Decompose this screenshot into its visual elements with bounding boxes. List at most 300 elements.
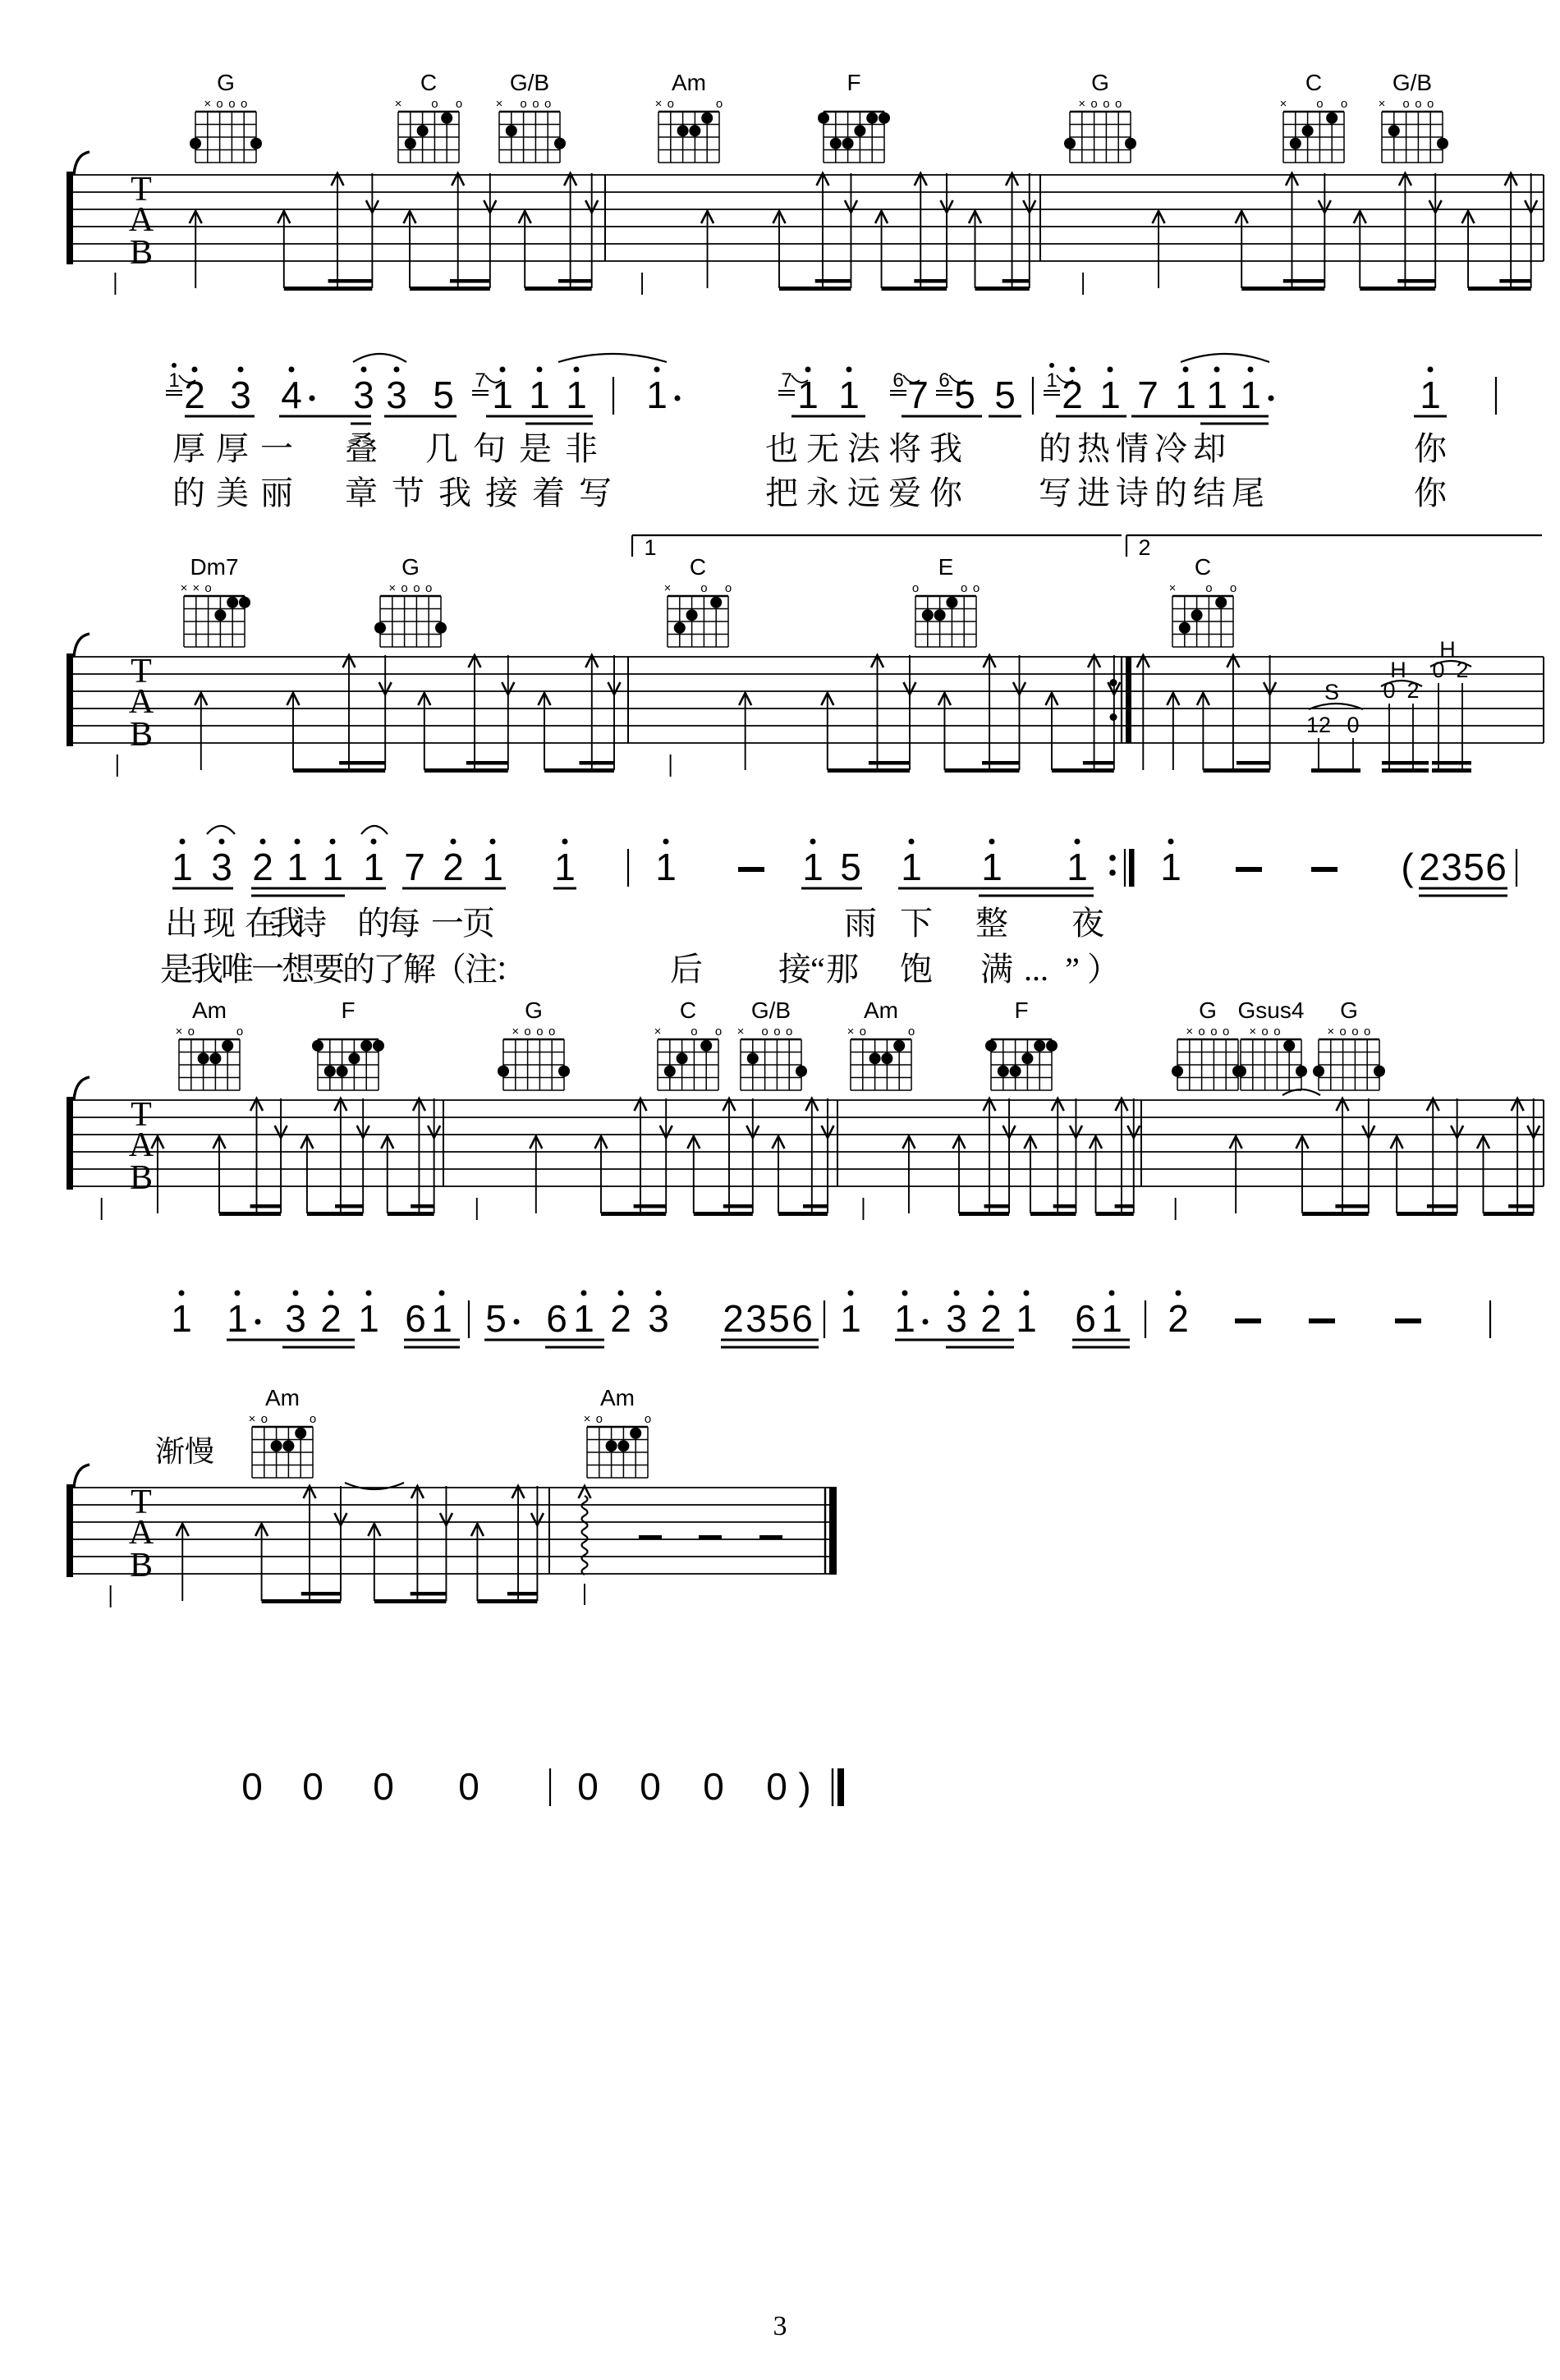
jianpu-note: 3 bbox=[211, 846, 232, 888]
beam bbox=[374, 1599, 447, 1603]
lyric-char: 丽 bbox=[260, 475, 293, 511]
tab-letter-T: T bbox=[131, 653, 152, 690]
string-marker-x-icon: × bbox=[495, 97, 503, 111]
beam-double bbox=[466, 761, 508, 765]
tab-letter-A: A bbox=[128, 201, 154, 239]
tab-letter-T: T bbox=[131, 1096, 152, 1134]
lyric-char: 情 bbox=[1116, 430, 1149, 467]
beam bbox=[1468, 287, 1531, 291]
string-marker-o-icon: o bbox=[309, 1412, 317, 1426]
octave-dot bbox=[500, 367, 506, 373]
finger-dot bbox=[1010, 1066, 1021, 1077]
finger-dot bbox=[250, 138, 262, 149]
jianpu-note: 7 bbox=[404, 846, 425, 888]
octave-dot bbox=[537, 367, 543, 373]
jianpu-note: 3 bbox=[1441, 846, 1462, 888]
lyric-char: “ bbox=[810, 951, 825, 988]
jianpu-note: 1 bbox=[1160, 846, 1181, 888]
jianpu-note: 1 bbox=[797, 374, 819, 416]
finger-dot bbox=[686, 609, 698, 621]
beam bbox=[262, 1599, 341, 1603]
finger-dot bbox=[677, 125, 689, 136]
jianpu-note: 6 bbox=[546, 1297, 567, 1340]
string-marker-x-icon: × bbox=[663, 581, 672, 595]
augmentation-dot bbox=[923, 1319, 929, 1325]
beam bbox=[410, 287, 490, 291]
jianpu-slur bbox=[207, 826, 235, 834]
beam-double bbox=[558, 279, 592, 283]
lyric-char: 爱 bbox=[888, 475, 921, 511]
lyric-char: 却 bbox=[1193, 430, 1226, 467]
tab-letter-B: B bbox=[129, 234, 154, 272]
jianpu-note: 1 bbox=[482, 846, 503, 888]
beam bbox=[694, 1212, 753, 1216]
jianpu-note: 0 bbox=[302, 1765, 323, 1808]
finger-dot bbox=[710, 597, 722, 608]
string-marker-o-icon: o bbox=[1427, 97, 1434, 111]
octave-dot bbox=[581, 1291, 587, 1296]
string-marker-o-icon: o bbox=[548, 1025, 556, 1039]
system-start-bar bbox=[67, 1097, 73, 1190]
finger-dot bbox=[664, 1066, 676, 1077]
jianpu-thick-bar bbox=[837, 1768, 844, 1806]
jianpu-note: 1 bbox=[802, 846, 824, 888]
octave-dot bbox=[954, 1291, 960, 1296]
finger-dot bbox=[869, 1052, 881, 1064]
octave-dot bbox=[847, 367, 852, 373]
lyric-char: 一 bbox=[260, 430, 293, 467]
beam-double bbox=[328, 279, 373, 283]
beam-double bbox=[1499, 279, 1530, 283]
lyric-char: 写 bbox=[579, 475, 612, 511]
chord-label: C bbox=[1194, 554, 1212, 580]
string-marker-o-icon: o bbox=[1205, 581, 1213, 595]
string-marker-o-icon: o bbox=[1351, 1025, 1359, 1039]
tab-fret-number: 0 bbox=[1383, 678, 1396, 703]
lyric-char: 满 bbox=[980, 951, 1013, 988]
chord-label: F bbox=[341, 997, 356, 1023]
finger-dot bbox=[700, 1040, 712, 1052]
finger-dot bbox=[1034, 1040, 1045, 1052]
beam-double bbox=[1382, 761, 1429, 765]
finger-dot bbox=[630, 1428, 641, 1439]
beam bbox=[424, 768, 508, 773]
jianpu-note: 6 bbox=[1075, 1297, 1096, 1340]
string-marker-o-icon: o bbox=[1340, 97, 1348, 111]
jianpu-note: 6 bbox=[405, 1297, 426, 1340]
octave-dot bbox=[1075, 839, 1081, 845]
beam-double bbox=[869, 761, 910, 765]
jianpu-note: 1 bbox=[431, 1297, 452, 1340]
string-marker-o-icon: o bbox=[431, 97, 438, 111]
finger-dot bbox=[227, 597, 238, 608]
lyric-char: 几 bbox=[425, 430, 458, 467]
lyric-char: 的 bbox=[172, 475, 205, 511]
lyric-char: 唯 bbox=[221, 951, 254, 988]
string-marker-o-icon: o bbox=[413, 581, 420, 595]
beam-double bbox=[815, 279, 851, 283]
tab-letter-A: A bbox=[128, 1126, 154, 1164]
beam bbox=[219, 1212, 281, 1216]
finger-dot bbox=[222, 1040, 233, 1052]
finger-dot bbox=[893, 1040, 905, 1052]
jianpu-note: 2 bbox=[320, 1297, 342, 1340]
technique-label-S: S bbox=[1324, 680, 1340, 704]
chord-label: G bbox=[1091, 70, 1109, 95]
beam-double bbox=[339, 761, 385, 765]
lyric-char: 你 bbox=[929, 475, 962, 511]
jianpu-note: 5 bbox=[1463, 846, 1484, 888]
string-marker-o-icon: o bbox=[544, 97, 552, 111]
octave-dot bbox=[238, 367, 244, 373]
octave-dot bbox=[330, 839, 336, 845]
jianpu-note: 1 bbox=[171, 1297, 192, 1340]
beam bbox=[284, 287, 373, 291]
octave-dot bbox=[235, 1291, 241, 1296]
finger-dot bbox=[1283, 1040, 1295, 1052]
finger-dot bbox=[1235, 1066, 1246, 1077]
finger-dot bbox=[701, 112, 713, 124]
system-start-bar bbox=[67, 653, 73, 746]
jianpu-note: 6 bbox=[791, 1297, 813, 1340]
beam-double bbox=[1083, 761, 1114, 765]
finger-dot bbox=[1191, 609, 1203, 621]
beam-double bbox=[411, 1592, 447, 1596]
string-marker-o-icon: o bbox=[1273, 1025, 1281, 1039]
jianpu-note: 2 bbox=[443, 846, 464, 888]
string-marker-o-icon: o bbox=[241, 97, 248, 111]
beam bbox=[959, 1212, 1009, 1216]
lyric-char: 写 bbox=[1039, 475, 1071, 511]
jianpu-note: 1 bbox=[172, 846, 193, 888]
lyric-char: 页 bbox=[462, 905, 495, 942]
octave-dot bbox=[371, 839, 377, 845]
finger-dot bbox=[881, 1052, 892, 1064]
octave-dot bbox=[909, 839, 915, 845]
finger-dot bbox=[1046, 1040, 1058, 1052]
string-marker-o-icon: o bbox=[1115, 97, 1122, 111]
finger-dot bbox=[946, 597, 957, 608]
lyric-char: 我 bbox=[438, 475, 471, 511]
lyric-char: 句 bbox=[473, 430, 506, 467]
beam-double bbox=[1432, 761, 1471, 765]
jianpu-note: 5 bbox=[433, 374, 454, 416]
string-marker-o-icon: o bbox=[1339, 1025, 1347, 1039]
string-marker-o-icon: o bbox=[1364, 1025, 1371, 1039]
octave-dot bbox=[260, 839, 266, 845]
tab-letter-B: B bbox=[129, 1547, 154, 1584]
finger-dot bbox=[239, 597, 250, 608]
tab-fret-number: 2 bbox=[1406, 678, 1420, 703]
beam bbox=[477, 1599, 537, 1603]
jianpu-note: 5 bbox=[954, 374, 975, 416]
lyric-char: 进 bbox=[1077, 475, 1110, 511]
octave-dot bbox=[1024, 1291, 1030, 1296]
finger-dot bbox=[1302, 125, 1314, 136]
chord-label: G bbox=[1340, 997, 1358, 1023]
chord-label: F bbox=[1014, 997, 1029, 1023]
octave-dot bbox=[562, 839, 568, 845]
jianpu-note: 0 bbox=[241, 1765, 263, 1808]
lyric-char: 的 bbox=[1154, 475, 1187, 511]
octave-dot bbox=[1176, 1291, 1181, 1296]
technique-label-H: H bbox=[1390, 658, 1406, 682]
beam bbox=[975, 287, 1030, 291]
string-marker-o-icon: o bbox=[187, 1025, 195, 1039]
octave-dot bbox=[439, 1291, 445, 1296]
string-marker-o-icon: o bbox=[260, 1412, 268, 1426]
jianpu-note: 2 bbox=[184, 374, 205, 416]
jianpu-note: 1 bbox=[1067, 846, 1088, 888]
jianpu-note: 2 bbox=[980, 1297, 1002, 1340]
lyric-char: 接 bbox=[485, 475, 518, 511]
lyric-char: 节 bbox=[392, 475, 424, 511]
octave-dot bbox=[1108, 367, 1113, 373]
jianpu-note: 1 bbox=[1101, 1297, 1122, 1340]
jianpu-note: 1 bbox=[322, 846, 343, 888]
lyric-char: 想 bbox=[282, 951, 314, 988]
finger-dot bbox=[879, 112, 890, 124]
lyric-char: 出 bbox=[165, 905, 198, 942]
lyric-char: 把 bbox=[765, 475, 798, 511]
system-hook bbox=[74, 152, 89, 175]
string-marker-o-icon: o bbox=[761, 1025, 769, 1039]
augmentation-dot bbox=[310, 396, 315, 401]
octave-dot bbox=[192, 367, 198, 373]
jianpu-slur bbox=[558, 354, 667, 362]
finger-dot bbox=[1172, 1066, 1183, 1077]
string-marker-o-icon: o bbox=[532, 97, 539, 111]
beam bbox=[882, 287, 947, 291]
lyric-char: 诗 bbox=[294, 905, 327, 942]
finger-dot bbox=[348, 1052, 360, 1064]
jianpu-note: 1 bbox=[492, 374, 513, 416]
finger-dot bbox=[842, 138, 854, 149]
octave-dot bbox=[490, 839, 496, 845]
finger-dot bbox=[830, 138, 842, 149]
finger-dot bbox=[866, 112, 878, 124]
lyric-char: 的 bbox=[357, 905, 390, 942]
finger-dot bbox=[324, 1066, 336, 1077]
lyric-char: 每 bbox=[388, 905, 420, 942]
lyric-char: 了 bbox=[373, 951, 406, 988]
chord-label: F bbox=[847, 70, 861, 95]
jianpu-note: 1 bbox=[554, 846, 576, 888]
grace-note: 7 bbox=[475, 369, 486, 392]
string-marker-o-icon: o bbox=[1261, 1025, 1269, 1039]
jianpu-note: 1 bbox=[529, 374, 550, 416]
string-marker-o-icon: o bbox=[644, 1412, 652, 1426]
lyric-char: ） bbox=[1087, 951, 1120, 988]
finger-dot bbox=[747, 1052, 759, 1064]
chord-label: Dm7 bbox=[190, 554, 239, 580]
tab-fret-number: 2 bbox=[1456, 658, 1469, 682]
lyric-char: 雨 bbox=[844, 905, 877, 942]
jianpu-note: 2 bbox=[723, 1297, 744, 1340]
lyric-char: 法 bbox=[847, 430, 880, 467]
technique-label-H: H bbox=[1439, 637, 1456, 662]
octave-dot bbox=[289, 367, 295, 373]
tab-letter-A: A bbox=[128, 683, 154, 721]
finger-dot bbox=[1388, 125, 1400, 136]
finger-dot bbox=[796, 1066, 807, 1077]
jianpu-paren: ) bbox=[798, 1765, 811, 1808]
lyric-char: 非 bbox=[565, 430, 598, 467]
lyric-char: 注 bbox=[465, 951, 498, 988]
volta-number: 1 bbox=[644, 535, 657, 560]
jianpu-note: 1 bbox=[1206, 374, 1227, 416]
chord-label: Am bbox=[672, 70, 706, 95]
chord-label: C bbox=[420, 70, 438, 95]
octave-dot bbox=[1168, 839, 1174, 845]
string-marker-x-icon: × bbox=[1279, 97, 1287, 111]
lyric-char: 夜 bbox=[1071, 905, 1104, 942]
beam bbox=[828, 768, 910, 773]
string-marker-x-icon: × bbox=[180, 581, 188, 595]
string-marker-o-icon: o bbox=[1198, 1025, 1205, 1039]
jianpu-note: 1 bbox=[227, 1297, 248, 1340]
finger-dot bbox=[374, 622, 386, 634]
finger-dot bbox=[209, 1052, 221, 1064]
jianpu-note: 1 bbox=[894, 1297, 915, 1340]
finger-dot bbox=[1437, 138, 1448, 149]
octave-dot bbox=[989, 1291, 994, 1296]
finger-dot bbox=[985, 1040, 997, 1052]
string-marker-x-icon: × bbox=[512, 1025, 520, 1039]
beam-double bbox=[1397, 279, 1435, 283]
jianpu-note: 5 bbox=[840, 846, 861, 888]
octave-dot bbox=[179, 1291, 185, 1296]
jianpu-note: 1 bbox=[287, 846, 308, 888]
tab-fret-number: 0 bbox=[1347, 713, 1360, 737]
beam bbox=[1397, 1212, 1457, 1216]
beam-double bbox=[1427, 1204, 1457, 1208]
jianpu-note: 1 bbox=[840, 1297, 861, 1340]
jianpu-note: 2 bbox=[1062, 374, 1083, 416]
jianpu-note: 3 bbox=[946, 1297, 967, 1340]
beam bbox=[1096, 1212, 1134, 1216]
octave-dot bbox=[656, 1291, 662, 1296]
tempo-mark: 渐慢 bbox=[154, 1435, 215, 1468]
lyric-char: 尾 bbox=[1232, 475, 1264, 511]
finger-dot bbox=[417, 125, 429, 136]
beam-double bbox=[1237, 761, 1270, 765]
lyric-char: 我 bbox=[190, 951, 223, 988]
string-marker-x-icon: × bbox=[394, 97, 402, 111]
lyric-char: 叠 bbox=[345, 430, 378, 467]
rest-dash bbox=[759, 1535, 782, 1540]
string-marker-o-icon: o bbox=[691, 1025, 698, 1039]
string-marker-o-icon: o bbox=[524, 1025, 531, 1039]
jianpu-note: 1 bbox=[363, 846, 384, 888]
finger-dot bbox=[922, 609, 934, 621]
finger-dot bbox=[271, 1440, 282, 1451]
octave-dot bbox=[902, 1291, 908, 1296]
octave-dot bbox=[805, 367, 811, 373]
lyric-char: 下 bbox=[900, 905, 933, 942]
jianpu-dash bbox=[1235, 1318, 1261, 1323]
string-marker-o-icon: o bbox=[667, 97, 674, 111]
beam bbox=[779, 287, 851, 291]
octave-dot bbox=[618, 1291, 624, 1296]
beam bbox=[293, 768, 385, 773]
beam bbox=[944, 768, 1019, 773]
octave-dot bbox=[180, 839, 186, 845]
lyric-char: 一 bbox=[431, 905, 464, 942]
jianpu-note: 4 bbox=[281, 374, 302, 416]
finger-dot bbox=[337, 1066, 348, 1077]
string-marker-o-icon: o bbox=[536, 1025, 544, 1039]
octave-dot bbox=[1248, 367, 1254, 373]
finger-dot bbox=[282, 1440, 294, 1451]
jianpu-note: 1 bbox=[1175, 374, 1196, 416]
beam bbox=[307, 1212, 363, 1216]
string-marker-o-icon: o bbox=[714, 1025, 723, 1039]
chord-label: Am bbox=[192, 997, 227, 1023]
jianpu-slur bbox=[361, 826, 388, 834]
rest-dash bbox=[699, 1535, 722, 1540]
beam-double bbox=[580, 761, 615, 765]
finger-dot bbox=[1179, 622, 1191, 634]
string-marker-o-icon: o bbox=[961, 581, 968, 595]
jianpu-note: 1 bbox=[1240, 374, 1261, 416]
jianpu-note: 1 bbox=[1420, 374, 1441, 416]
augmentation-dot bbox=[675, 396, 681, 401]
system-hook bbox=[74, 1077, 89, 1100]
octave-dot bbox=[848, 1291, 854, 1296]
jianpu-repeat-dot bbox=[1109, 855, 1116, 861]
lyric-char: 热 bbox=[1077, 430, 1110, 467]
beam bbox=[601, 1212, 666, 1216]
octave-dot bbox=[328, 1291, 334, 1296]
string-marker-x-icon: × bbox=[175, 1025, 183, 1039]
finger-dot bbox=[1296, 1066, 1307, 1077]
jianpu-repeat-dot bbox=[1109, 869, 1116, 876]
jianpu-note: 1 bbox=[358, 1297, 379, 1340]
jianpu-note: 1 bbox=[573, 1297, 594, 1340]
augmentation-dot bbox=[1269, 396, 1274, 401]
lyric-char: 饱 bbox=[900, 951, 933, 988]
beam-double bbox=[335, 1204, 363, 1208]
octave-dot bbox=[663, 839, 669, 845]
jianpu-note: 3 bbox=[230, 374, 251, 416]
finger-dot bbox=[190, 138, 201, 149]
lyric-char: 厚 bbox=[216, 430, 249, 467]
finger-dot bbox=[1021, 1052, 1033, 1064]
jianpu-note: 3 bbox=[648, 1297, 669, 1340]
lyric-char: 后 bbox=[670, 951, 703, 988]
chord-label: C bbox=[1305, 70, 1323, 95]
lyric-char: 无 bbox=[806, 430, 839, 467]
jianpu-note: 3 bbox=[746, 1297, 767, 1340]
finger-dot bbox=[214, 609, 226, 621]
string-marker-x-icon: × bbox=[847, 1025, 855, 1039]
beam-double bbox=[723, 1204, 753, 1208]
beam bbox=[1030, 1212, 1076, 1216]
lyric-char: 我 bbox=[929, 430, 962, 467]
beam bbox=[1432, 768, 1471, 773]
beam bbox=[1360, 287, 1435, 291]
string-marker-x-icon: × bbox=[1186, 1025, 1194, 1039]
lyric-char: 是 bbox=[519, 430, 552, 467]
grace-note: 1 bbox=[1046, 369, 1058, 392]
octave-dot bbox=[1070, 367, 1076, 373]
rest-dash bbox=[639, 1535, 662, 1540]
finger-dot bbox=[606, 1440, 617, 1451]
system-hook bbox=[74, 634, 89, 657]
beam-double bbox=[914, 279, 947, 283]
lyric-char: 解 bbox=[403, 951, 436, 988]
